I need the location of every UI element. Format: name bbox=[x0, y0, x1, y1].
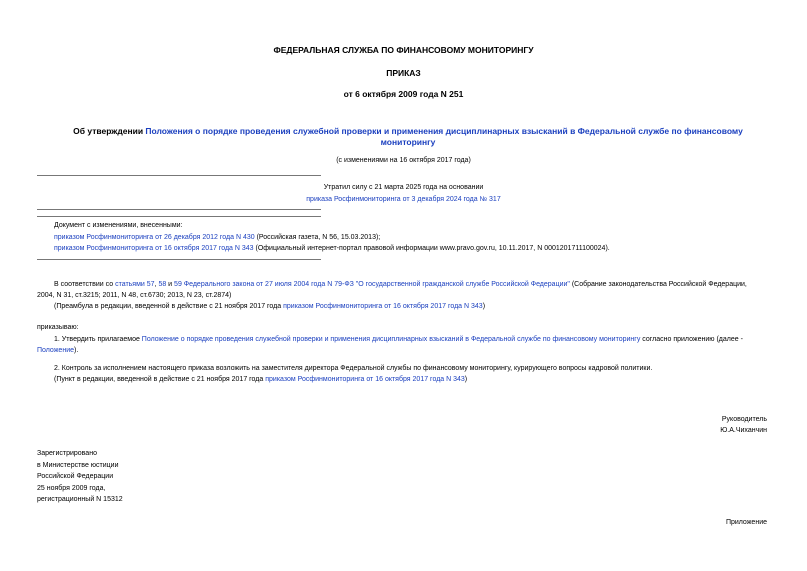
doc-title bbox=[48, 126, 768, 148]
preamble-sep: , bbox=[154, 281, 159, 288]
lost-force-text: Утратил силу с 21 марта 2025 года на основании bbox=[323, 184, 484, 191]
preamble-sep: и bbox=[166, 281, 175, 288]
law-article-59-link[interactable]: 59 Федерального закона от 27 июля 2004 года N 79-ФЗ "О государственной гражданской службе Российской Федерации" bbox=[174, 281, 570, 288]
regulation-short-link[interactable]: Положение bbox=[37, 347, 74, 354]
registration-line: регистрационный N 15312 bbox=[37, 496, 123, 503]
org-heading: ФЕДЕРАЛЬНАЯ СЛУЖБА ПО ФИНАНСОВОМУ МОНИТОРИНГУ bbox=[273, 45, 534, 55]
divider bbox=[37, 259, 321, 260]
registration-block bbox=[37, 448, 123, 506]
order-item-2-note-end: ) bbox=[464, 376, 468, 383]
preamble-note bbox=[54, 301, 485, 313]
changes-item-text: (Официальный интернет-портал правовой информации www.pravo.gov.ru, 10.11.2017, N 0001201711100024). bbox=[253, 245, 610, 252]
title-prefix: Об утверждении bbox=[73, 126, 146, 136]
changes-item-text: (Российская газета, N 56, 15.03.2013); bbox=[254, 234, 381, 241]
preamble-start: В соответствии со bbox=[54, 281, 116, 288]
registration-line: в Министерстве юстиции bbox=[37, 461, 119, 469]
registration-line: Зарегистрировано bbox=[37, 450, 97, 457]
order-word: приказываю: bbox=[37, 324, 79, 331]
order-item-2-note-text: (Пункт в редакции, введенной в действие с 21 ноября 2017 года bbox=[54, 376, 266, 383]
order-item-2: 2. Контроль за исполнением настоящего приказа возложить на заместителя директора Федеральной службы по финансовому мониторингу, курирующего вопросы кадровой политики. bbox=[54, 365, 653, 372]
doc-type-heading: ПРИКАЗ bbox=[386, 68, 421, 78]
title-link[interactable]: Положения о порядке проведения служебной проверки и применения дисциплинарных взысканий в Федеральной службе по финансовому мониторингу bbox=[145, 126, 743, 147]
divider bbox=[37, 175, 321, 176]
lost-force-basis-link[interactable]: приказа Росфинмониторинга от 3 декабря 2024 года № 317 bbox=[306, 196, 501, 203]
appendix-label: Приложение bbox=[725, 519, 767, 526]
preamble-end: (Собрание законодательства Российской Федерации, bbox=[569, 281, 747, 288]
title-note: (с изменениями на 16 октября 2017 года) bbox=[336, 157, 471, 164]
doc-date: от 6 октября 2009 года N 251 bbox=[343, 89, 464, 99]
signature-role: Руководитель bbox=[721, 416, 767, 423]
registration-line: 25 ноября 2009 года, bbox=[37, 484, 106, 492]
order-item-1-end: согласно приложению (далее - bbox=[640, 336, 743, 343]
changes-item-link[interactable]: приказом Росфинмониторинга от 16 октября 2017 года N 343 bbox=[54, 245, 254, 252]
divider bbox=[37, 209, 321, 210]
order-item-2-note-link[interactable]: приказом Росфинмониторинга от 16 октября 2017 года N 343 bbox=[265, 376, 465, 383]
changes-item-link[interactable]: приказом Росфинмониторинга от 26 декабря 2012 года N 430 bbox=[54, 234, 255, 241]
order-item-2-note bbox=[54, 374, 467, 386]
divider bbox=[37, 216, 321, 217]
order-item-1-text: 1. Утвердить прилагаемое bbox=[54, 336, 142, 343]
preamble-note-end: ) bbox=[482, 303, 486, 310]
registration-line: Российской Федерации bbox=[37, 473, 114, 480]
changes-intro: Документ с изменениями, внесенными: bbox=[54, 222, 183, 229]
order-item-1 bbox=[54, 334, 743, 346]
regulation-link[interactable]: Положение о порядке проведения служебной проверки и применения дисциплинарных взысканий в Федеральной службе по финансовому мониторингу bbox=[141, 336, 641, 343]
preamble-note-text: (Преамбула в редакции, введенной в действие с 21 ноября 2017 года bbox=[54, 303, 284, 310]
signature-name: Ю.А.Чиханчин bbox=[720, 427, 767, 434]
preamble-note-link[interactable]: приказом Росфинмониторинга от 16 октября 2017 года N 343 bbox=[283, 303, 483, 310]
changes-item bbox=[54, 243, 610, 255]
law-article-58-link[interactable]: 58 bbox=[158, 281, 167, 288]
order-item-1-line2 bbox=[37, 345, 78, 357]
order-item-1-line2-end: ). bbox=[74, 347, 79, 354]
preamble-line2: 2004, N 31, ст.3215; 2011, N 48, ст.6730; 2013, N 23, ст.2874) bbox=[37, 292, 232, 299]
law-article-57-link[interactable]: статьями 57 bbox=[115, 281, 155, 288]
